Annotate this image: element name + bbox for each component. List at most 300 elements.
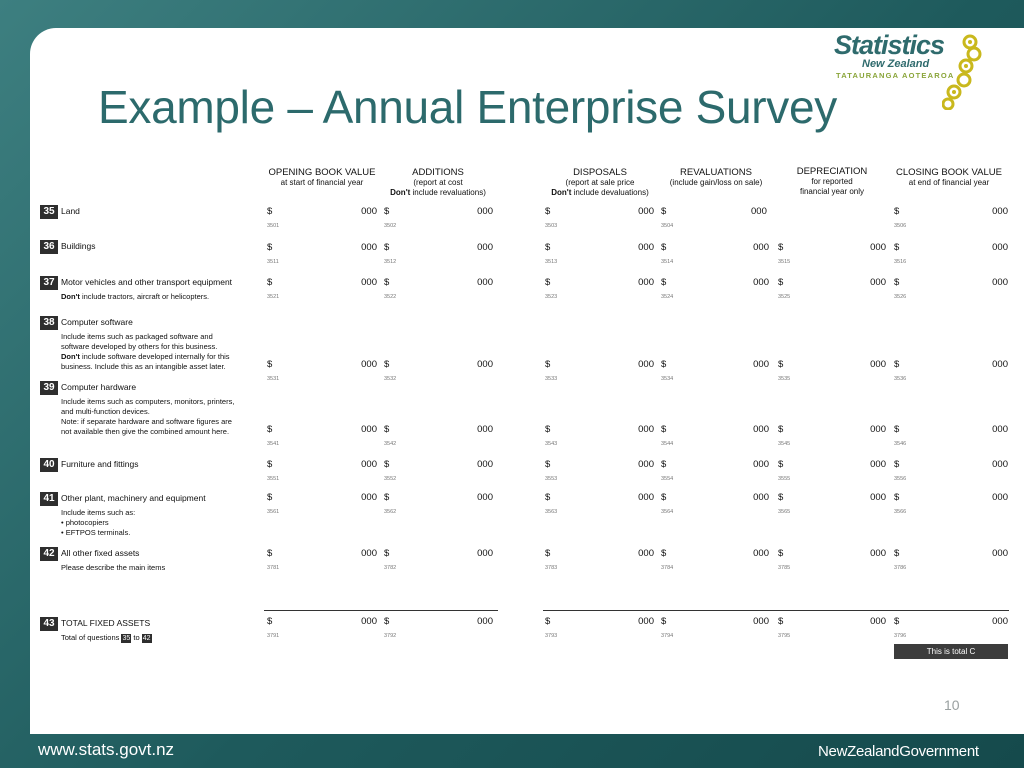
value-field[interactable] [894,492,1008,504]
unit-thousands: 000 [870,359,886,370]
currency-symbol: $ [384,242,390,253]
field-code: 3793 [545,633,558,639]
field-code: 3786 [894,565,907,571]
field-code: 3796 [894,633,907,639]
currency-symbol: $ [661,359,667,370]
unit-thousands: 000 [992,277,1008,288]
field-code: 3543 [545,441,558,447]
value-field[interactable] [545,424,654,436]
currency-symbol: $ [384,424,390,435]
value-field[interactable] [545,548,654,560]
note-text: Note: if separate hardware and software figures are [61,417,232,426]
value-field[interactable] [894,548,1008,560]
unit-thousands: 000 [992,459,1008,470]
field-code: 3516 [894,259,907,265]
unit-thousands: 000 [992,424,1008,435]
value-field[interactable] [894,359,1008,371]
unit-thousands: 000 [870,424,886,435]
currency-symbol: $ [778,492,784,503]
field-code: 3782 [384,565,397,571]
currency-symbol: $ [384,492,390,503]
value-field[interactable] [778,459,886,471]
unit-thousands: 000 [870,459,886,470]
field-code: 3566 [894,509,907,515]
currency-symbol: $ [267,492,273,503]
value-field[interactable] [267,548,377,560]
value-field[interactable] [384,616,493,628]
field-code: 3555 [778,476,791,482]
currency-symbol: $ [545,206,551,217]
field-code: 3524 [661,294,674,300]
stats-nz-logo [834,30,984,110]
unit-thousands: 000 [870,242,886,253]
value-field[interactable] [384,277,493,289]
value-field[interactable] [384,492,493,504]
value-field[interactable] [267,359,377,371]
column-title: DISPOSALS [573,167,627,178]
unit-thousands: 000 [638,277,654,288]
currency-symbol: $ [661,424,667,435]
column-subtitle-text: include devaluations) [573,188,649,197]
currency-symbol: $ [267,548,273,559]
value-field[interactable] [267,616,377,628]
question-label: Furniture and fittings [61,459,139,469]
currency-symbol: $ [894,206,900,217]
unit-thousands: 000 [753,616,769,627]
currency-symbol: $ [545,242,551,253]
value-field[interactable] [661,359,769,371]
unit-thousands: 000 [361,424,377,435]
question-note-line [61,563,165,573]
total-rule-right [543,610,1009,611]
question-label: TOTAL FIXED ASSETS [61,618,151,628]
field-code: 3564 [661,509,674,515]
unit-thousands: 000 [992,359,1008,370]
unit-thousands: 000 [638,492,654,503]
unit-thousands: 000 [361,277,377,288]
column-subtitle: at start of financial year [280,178,364,187]
column-subtitle-2 [535,188,665,198]
field-code: 3785 [778,565,791,571]
question-number: 39 [40,381,58,395]
currency-symbol: $ [384,277,390,288]
note-text: business. Include this as an intangible asset later. [61,362,226,371]
value-field[interactable] [545,242,654,254]
value-field[interactable] [545,359,654,371]
note-text: include software developed internally for this [81,352,230,361]
question-number: 35 [40,205,58,219]
value-field[interactable] [267,277,377,289]
value-field[interactable] [778,548,886,560]
unit-thousands: 000 [753,359,769,370]
question-note-line [61,633,152,643]
value-field[interactable] [267,492,377,504]
question-note-line [61,407,150,417]
currency-symbol: $ [894,459,900,470]
unit-thousands: 000 [638,359,654,370]
question-label: Other plant, machinery and equipment [61,493,206,503]
question-number: 42 [40,547,58,561]
currency-symbol: $ [267,616,273,627]
currency-symbol: $ [545,616,551,627]
value-field[interactable] [267,424,377,436]
value-field[interactable] [661,206,769,218]
question-ref-box: 42 [142,635,151,642]
value-field[interactable] [267,459,377,471]
question-label: Buildings [61,241,96,251]
note-text: and multi-function devices. [61,407,150,416]
currency-symbol: $ [267,277,273,288]
value-field[interactable] [894,459,1008,471]
currency-symbol: $ [778,277,784,288]
value-field[interactable] [894,277,1008,289]
field-code: 3533 [545,376,558,382]
note-text: Include items such as computers, monitors, printers, [61,397,235,406]
note-dont: Don't [61,352,82,361]
column-dont: Don't [390,188,413,197]
value-field[interactable] [894,424,1008,436]
unit-thousands: 000 [361,492,377,503]
unit-thousands: 000 [753,548,769,559]
currency-symbol: $ [545,424,551,435]
question-label: Motor vehicles and other transport equipment [61,277,233,287]
currency-symbol: $ [545,359,551,370]
field-code: 3551 [267,476,280,482]
currency-symbol: $ [267,424,273,435]
unit-thousands: 000 [753,492,769,503]
gov-logo-a: NewZealand [818,743,900,760]
question-ref-box: 35 [122,635,131,642]
currency-symbol: $ [778,459,784,470]
question-label: Land [61,206,80,216]
unit-thousands: 000 [638,616,654,627]
field-code: 3511 [267,259,279,265]
question-note-line [61,397,234,407]
field-code: 3542 [384,441,397,447]
currency-symbol: $ [384,206,390,217]
column-header-3 [535,168,665,198]
unit-thousands: 000 [870,492,886,503]
note-text: software developed by others for this business. [61,342,218,351]
field-code: 3534 [661,376,674,382]
currency-symbol: $ [384,616,390,627]
unit-thousands: 000 [992,548,1008,559]
currency-symbol: $ [267,359,273,370]
currency-symbol: $ [894,277,900,288]
currency-symbol: $ [778,359,784,370]
field-code: 3562 [384,509,397,515]
question-note [61,292,209,302]
question-label: All other fixed assets [61,548,140,558]
field-code: 3515 [778,259,791,265]
currency-symbol: $ [384,359,390,370]
note-text: • EFTPOS terminals. [61,528,131,537]
field-code: 3506 [894,223,907,229]
unit-thousands: 000 [361,242,377,253]
unit-thousands: 000 [361,459,377,470]
value-field[interactable] [661,277,769,289]
field-code: 3503 [545,223,558,229]
field-code: 3565 [778,509,791,515]
total-c-label: This is total C [894,644,1008,659]
field-code: 3514 [661,259,674,265]
unit-thousands: 000 [638,424,654,435]
logo-country: New Zealand [862,58,930,70]
field-code: 3544 [661,441,674,447]
logo-maori-text: TATAURANGA AOTEAROA [836,71,955,80]
column-header-5 [767,167,897,197]
unit-thousands: 000 [638,242,654,253]
currency-symbol: $ [894,548,900,559]
field-code: 3563 [545,509,558,515]
value-field[interactable] [384,359,493,371]
unit-thousands: 000 [477,492,493,503]
column-subtitle: for reported [811,177,853,186]
field-code: 3794 [661,633,674,639]
value-field[interactable] [778,492,886,504]
note-dont: Don't [61,292,82,301]
field-code: 3792 [384,633,397,639]
note-text: include tractors, aircraft or helicopters. [81,292,210,301]
currency-symbol: $ [661,459,667,470]
field-code: 3546 [894,441,907,447]
value-field[interactable] [545,492,654,504]
column-title: CLOSING BOOK VALUE [896,167,1002,178]
currency-symbol: $ [545,548,551,559]
question-label: Computer software [61,317,133,327]
unit-thousands: 000 [361,616,377,627]
note-text: not available then give the combined amount here. [61,427,230,436]
unit-thousands: 000 [753,277,769,288]
currency-symbol: $ [894,359,900,370]
value-field[interactable] [778,424,886,436]
field-code: 3553 [545,476,558,482]
note-text: Include items such as packaged software and [61,332,213,341]
field-code: 3545 [778,441,791,447]
currency-symbol: $ [778,616,784,627]
page-number: 10 [944,697,960,713]
field-code: 3531 [267,376,280,382]
question-note-line [61,427,229,437]
currency-symbol: $ [778,424,784,435]
survey-form [38,162,1010,662]
question-note-line [61,352,230,362]
question-note-line [61,362,226,372]
field-code: 3552 [384,476,397,482]
unit-thousands: 000 [477,548,493,559]
field-code: 3554 [661,476,674,482]
value-field[interactable] [894,616,1008,628]
field-code: 3501 [267,223,280,229]
currency-symbol: $ [661,277,667,288]
field-code: 3526 [894,294,907,300]
column-dont: Don't [551,188,574,197]
field-code: 3512 [384,259,397,265]
logo-wordmark: Statistics [834,30,945,60]
field-code: 3784 [661,565,674,571]
unit-thousands: 000 [477,277,493,288]
value-field[interactable] [384,459,493,471]
unit-thousands: 000 [992,492,1008,503]
field-code: 3525 [778,294,791,300]
field-code: 3781 [267,565,280,571]
value-field[interactable] [384,548,493,560]
column-subtitle: (report at cost [413,178,463,187]
question-number: 43 [40,617,58,631]
currency-symbol: $ [661,616,667,627]
field-code: 3556 [894,476,907,482]
note-text: Total of questions [61,633,120,642]
unit-thousands: 000 [477,359,493,370]
currency-symbol: $ [384,548,390,559]
slide-title: Example – Annual Enterprise Survey [98,81,837,133]
column-header-2 [373,168,503,198]
question-number: 41 [40,492,58,506]
field-code: 3535 [778,376,791,382]
value-field[interactable] [894,242,1008,254]
field-code: 3521 [267,294,280,300]
currency-symbol: $ [778,548,784,559]
currency-symbol: $ [545,277,551,288]
value-field[interactable] [778,616,886,628]
value-field[interactable] [545,616,654,628]
value-field[interactable] [384,424,493,436]
nz-government-logo [818,743,979,760]
unit-thousands: 000 [992,242,1008,253]
value-field[interactable] [661,459,769,471]
value-field[interactable] [661,616,769,628]
column-subtitle: (report at sale price [565,178,635,187]
currency-symbol: $ [894,616,900,627]
value-field[interactable] [267,242,377,254]
column-title: OPENING BOOK VALUE [268,167,376,178]
gov-logo-b: Government [899,743,979,760]
column-subtitle-2 [767,187,897,197]
currency-symbol: $ [545,459,551,470]
currency-symbol: $ [267,242,273,253]
unit-thousands: 000 [477,206,493,217]
unit-thousands: 000 [870,548,886,559]
logo-chain-icon [942,32,982,110]
currency-symbol: $ [894,242,900,253]
question-number: 37 [40,276,58,290]
column-subtitle: (include gain/loss on sale) [669,178,763,187]
question-note-line [61,332,213,342]
unit-thousands: 000 [753,424,769,435]
unit-thousands: 000 [361,359,377,370]
question-note-line [61,518,109,528]
column-header-4 [651,168,781,188]
currency-symbol: $ [661,548,667,559]
question-number: 36 [40,240,58,254]
value-field[interactable] [661,242,769,254]
value-field[interactable] [661,424,769,436]
unit-thousands: 000 [361,206,377,217]
value-field[interactable] [545,459,654,471]
total-rule-left [264,610,498,611]
currency-symbol: $ [267,459,273,470]
unit-thousands: 000 [753,459,769,470]
note-text: Include items such as: [61,508,136,517]
question-note-line [61,342,217,352]
currency-symbol: $ [894,492,900,503]
field-code: 3532 [384,376,397,382]
unit-thousands: 000 [870,277,886,288]
field-code: 3561 [267,509,280,515]
unit-thousands: 000 [992,616,1008,627]
column-title: REVALUATIONS [680,167,752,178]
value-field[interactable] [384,206,493,218]
unit-thousands: 000 [753,242,769,253]
column-subtitle: at end of financial year [908,178,990,187]
currency-symbol: $ [545,492,551,503]
field-code: 3783 [545,565,558,571]
unit-thousands: 000 [638,206,654,217]
field-code: 3523 [545,294,558,300]
currency-symbol: $ [661,206,667,217]
unit-thousands: 000 [477,459,493,470]
currency-symbol: $ [894,424,900,435]
currency-symbol: $ [661,492,667,503]
footer-url[interactable]: www.stats.govt.nz [38,740,175,759]
unit-thousands: 000 [477,424,493,435]
value-field[interactable] [778,242,886,254]
value-field[interactable] [545,277,654,289]
unit-thousands: 000 [361,548,377,559]
column-subtitle-2 [373,188,503,198]
question-number: 38 [40,316,58,330]
field-code: 3791 [267,633,280,639]
unit-thousands: 000 [638,459,654,470]
column-subtitle-text: financial year only [799,187,865,196]
question-number: 40 [40,458,58,472]
field-code: 3513 [545,259,558,265]
value-field[interactable] [894,206,1008,218]
note-text: • photocopiers [61,518,109,527]
question-label: Computer hardware [61,382,137,392]
currency-symbol: $ [661,242,667,253]
field-code: 3541 [267,441,280,447]
column-title: ADDITIONS [412,167,464,178]
unit-thousands: 000 [870,616,886,627]
value-field[interactable] [267,206,377,218]
column-subtitle-text: include revaluations) [412,188,486,197]
currency-symbol: $ [384,459,390,470]
value-field[interactable] [778,359,886,371]
note-text: Please describe the main items [61,563,166,572]
question-note-line [61,508,135,518]
unit-thousands: 000 [751,206,767,217]
field-code: 3522 [384,294,397,300]
field-code: 3536 [894,376,907,382]
value-field[interactable] [384,242,493,254]
ref-to: to [133,633,140,642]
column-header-1 [257,168,387,188]
value-field[interactable] [545,206,654,218]
column-title: DEPRECIATION [796,166,868,177]
question-note-line [61,528,130,538]
value-field[interactable] [661,492,769,504]
unit-thousands: 000 [477,616,493,627]
unit-thousands: 000 [477,242,493,253]
field-code: 3502 [384,223,397,229]
currency-symbol: $ [778,242,784,253]
field-code: 3795 [778,633,791,639]
value-field[interactable] [778,277,886,289]
value-field[interactable] [661,548,769,560]
unit-thousands: 000 [638,548,654,559]
column-header-6 [884,168,1014,188]
